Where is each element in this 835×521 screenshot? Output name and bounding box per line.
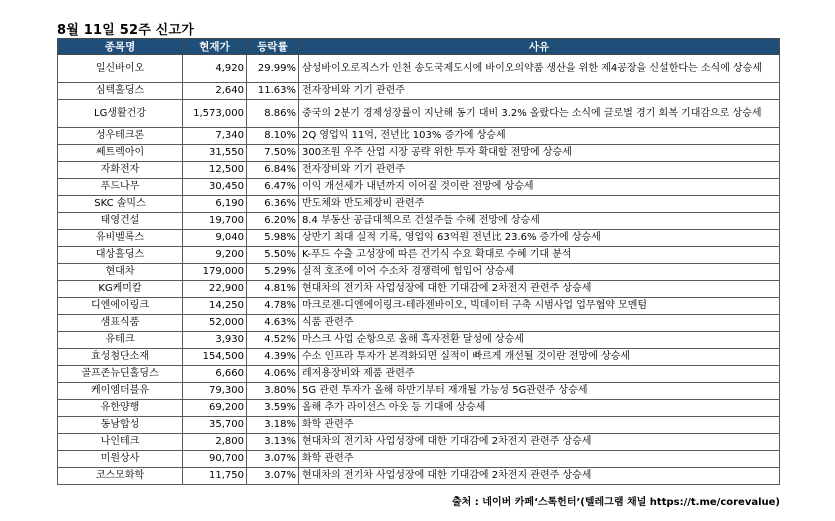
cell-reason: 8.4 부동산 공급대책으로 건설주들 수혜 전망에 상승세: [299, 213, 780, 230]
header-price: 현재가: [183, 39, 247, 55]
cell-change: 5.29%: [247, 264, 299, 281]
cell-name: 골프존뉴딘홀딩스: [58, 366, 183, 383]
table-row: [58, 400, 780, 417]
cell-change: 4.63%: [247, 315, 299, 332]
page-title: 8월 11일 52주 신고가: [57, 23, 194, 38]
cell-reason: K-푸드 수출 고성장에 따른 건기식 수요 확대로 수혜 기대 분석: [299, 247, 780, 264]
cell-price: 4,920: [183, 55, 247, 83]
cell-reason: 전자장비와 기기 관련주: [299, 162, 780, 179]
cell-change: 6.36%: [247, 196, 299, 213]
cell-price: 6,190: [183, 196, 247, 213]
table-row: [58, 315, 780, 332]
cell-change: 3.80%: [247, 383, 299, 400]
cell-change: 4.81%: [247, 281, 299, 298]
cell-change: 29.99%: [247, 55, 299, 83]
table-row: [58, 213, 780, 230]
table-row: [58, 83, 780, 100]
table-row: [58, 281, 780, 298]
table-row: [58, 264, 780, 281]
cell-name: 성우테크론: [58, 128, 183, 145]
cell-reason: 삼성바이오로직스가 인천 송도국제도시에 바이오의약품 생산을 위한 제4공장을 신설한다는 소식에 상승세: [299, 55, 780, 83]
cell-change: 4.78%: [247, 298, 299, 315]
cell-name: 코스모화학: [58, 468, 183, 485]
cell-price: 22,900: [183, 281, 247, 298]
cell-reason: 5G 관련 투자가 올해 하반기부터 재개될 가능성 5G관련주 상승세: [299, 383, 780, 400]
cell-price: 2,640: [183, 83, 247, 100]
cell-change: 3.13%: [247, 434, 299, 451]
cell-reason: 레저용장비와 제품 관련주: [299, 366, 780, 383]
cell-name: 디엔에이링크: [58, 298, 183, 315]
cell-reason: 현대차의 전기차 사업성장에 대한 기대감에 2차전지 관련주 상승세: [299, 281, 780, 298]
table-row: [58, 100, 780, 128]
cell-reason: 올해 추가 라이선스 아웃 등 기대에 상승세: [299, 400, 780, 417]
cell-price: 12,500: [183, 162, 247, 179]
cell-change: 4.39%: [247, 349, 299, 366]
cell-reason: 상반기 최대 실적 기록, 영업익 63억원 전년比 23.6% 증가에 상승세: [299, 230, 780, 247]
table-row: [58, 247, 780, 264]
cell-change: 3.59%: [247, 400, 299, 417]
cell-reason: 화학 관련주: [299, 451, 780, 468]
header-name: 종목명: [58, 39, 183, 55]
cell-name: 샘표식품: [58, 315, 183, 332]
cell-name: 심텍홀딩스: [58, 83, 183, 100]
cell-price: 35,700: [183, 417, 247, 434]
cell-price: 11,750: [183, 468, 247, 485]
cell-price: 90,700: [183, 451, 247, 468]
cell-name: 자화전자: [58, 162, 183, 179]
cell-reason: 2Q 영업익 11억, 전년比 103% 증가에 상승세: [299, 128, 780, 145]
cell-name: 케이엠더블유: [58, 383, 183, 400]
cell-change: 6.20%: [247, 213, 299, 230]
stock-table: [57, 38, 780, 485]
cell-reason: 수소 인프라 투자가 본격화되면 실적이 빠르게 개선될 것이란 전망에 상승세: [299, 349, 780, 366]
cell-name: 쎄트렉아이: [58, 145, 183, 162]
table-row: [58, 468, 780, 485]
cell-change: 8.86%: [247, 100, 299, 128]
cell-price: 52,000: [183, 315, 247, 332]
cell-reason: 현대차의 전기차 사업성장에 대한 기대감에 2차전지 관련주 상승세: [299, 434, 780, 451]
cell-change: 5.50%: [247, 247, 299, 264]
cell-price: 30,450: [183, 179, 247, 196]
cell-price: 19,700: [183, 213, 247, 230]
table-header-row: [58, 39, 780, 55]
cell-name: 푸드나무: [58, 179, 183, 196]
cell-price: 31,550: [183, 145, 247, 162]
cell-price: 14,250: [183, 298, 247, 315]
table-row: [58, 196, 780, 213]
cell-reason: 식품 관련주: [299, 315, 780, 332]
cell-price: 9,040: [183, 230, 247, 247]
cell-change: 6.47%: [247, 179, 299, 196]
cell-name: SKC 솔믹스: [58, 196, 183, 213]
cell-price: 3,930: [183, 332, 247, 349]
table-row: [58, 451, 780, 468]
cell-change: 3.18%: [247, 417, 299, 434]
table-row: [58, 434, 780, 451]
table-row: [58, 366, 780, 383]
table-row: [58, 298, 780, 315]
cell-change: 6.84%: [247, 162, 299, 179]
table-row: [58, 145, 780, 162]
cell-change: 5.98%: [247, 230, 299, 247]
cell-reason: 전자장비와 기기 관련주: [299, 83, 780, 100]
cell-price: 79,300: [183, 383, 247, 400]
cell-name: 유한양행: [58, 400, 183, 417]
cell-reason: 중국의 2분기 경제성장률이 지난해 동기 대비 3.2% 올랐다는 소식에 글로벌 경기 회복 기대감으로 상승세: [299, 100, 780, 128]
cell-price: 2,800: [183, 434, 247, 451]
cell-price: 179,000: [183, 264, 247, 281]
cell-reason: 화학 관련주: [299, 417, 780, 434]
table-row: [58, 55, 780, 83]
cell-name: 효성첨단소재: [58, 349, 183, 366]
table-row: [58, 162, 780, 179]
table-row: [58, 179, 780, 196]
cell-reason: 마스크 사업 순항으로 올해 흑자전환 달성에 상승세: [299, 332, 780, 349]
cell-price: 1,573,000: [183, 100, 247, 128]
cell-change: 4.06%: [247, 366, 299, 383]
cell-reason: 반도체와 반도체장비 관련주: [299, 196, 780, 213]
table-row: [58, 349, 780, 366]
cell-price: 69,200: [183, 400, 247, 417]
cell-change: 11.63%: [247, 83, 299, 100]
cell-reason: 300조원 우주 산업 시장 공략 위한 투자 확대할 전망에 상승세: [299, 145, 780, 162]
cell-reason: 마크로젠-디엔에이링크-테라젠바이오, 빅데이터 구축 시범사업 업무협약 모멘텀: [299, 298, 780, 315]
cell-name: 대상홀딩스: [58, 247, 183, 264]
cell-name: 유비벨록스: [58, 230, 183, 247]
header-reason: 사유: [299, 39, 780, 55]
header-change: 등락률: [247, 39, 299, 55]
cell-change: 8.10%: [247, 128, 299, 145]
cell-change: 3.07%: [247, 451, 299, 468]
table-row: [58, 383, 780, 400]
cell-price: 9,200: [183, 247, 247, 264]
table-row: [58, 417, 780, 434]
cell-price: 7,340: [183, 128, 247, 145]
cell-change: 4.52%: [247, 332, 299, 349]
table-row: [58, 230, 780, 247]
cell-reason: 실적 호조에 이어 수소차 경쟁력에 힘입어 상승세: [299, 264, 780, 281]
cell-change: 3.07%: [247, 468, 299, 485]
cell-name: 미원상사: [58, 451, 183, 468]
cell-reason: 현대차의 전기차 사업성장에 대한 기대감에 2차전지 관련주 상승세: [299, 468, 780, 485]
cell-name: 유테크: [58, 332, 183, 349]
cell-name: LG생활건강: [58, 100, 183, 128]
cell-name: 동남합성: [58, 417, 183, 434]
cell-name: 태영건설: [58, 213, 183, 230]
cell-name: KG케미칼: [58, 281, 183, 298]
table-row: [58, 332, 780, 349]
cell-price: 6,660: [183, 366, 247, 383]
cell-name: 현대차: [58, 264, 183, 281]
cell-reason: 이익 개선세가 내년까지 이어질 것이란 전망에 상승세: [299, 179, 780, 196]
cell-name: 나인테크: [58, 434, 183, 451]
table-row: [58, 128, 780, 145]
cell-name: 일신바이오: [58, 55, 183, 83]
cell-change: 7.50%: [247, 145, 299, 162]
source-note: 출처 : 네이버 카페‘스톡헌터’(텔레그램 채널 https://t.me/corevalue): [452, 497, 780, 508]
cell-price: 154,500: [183, 349, 247, 366]
